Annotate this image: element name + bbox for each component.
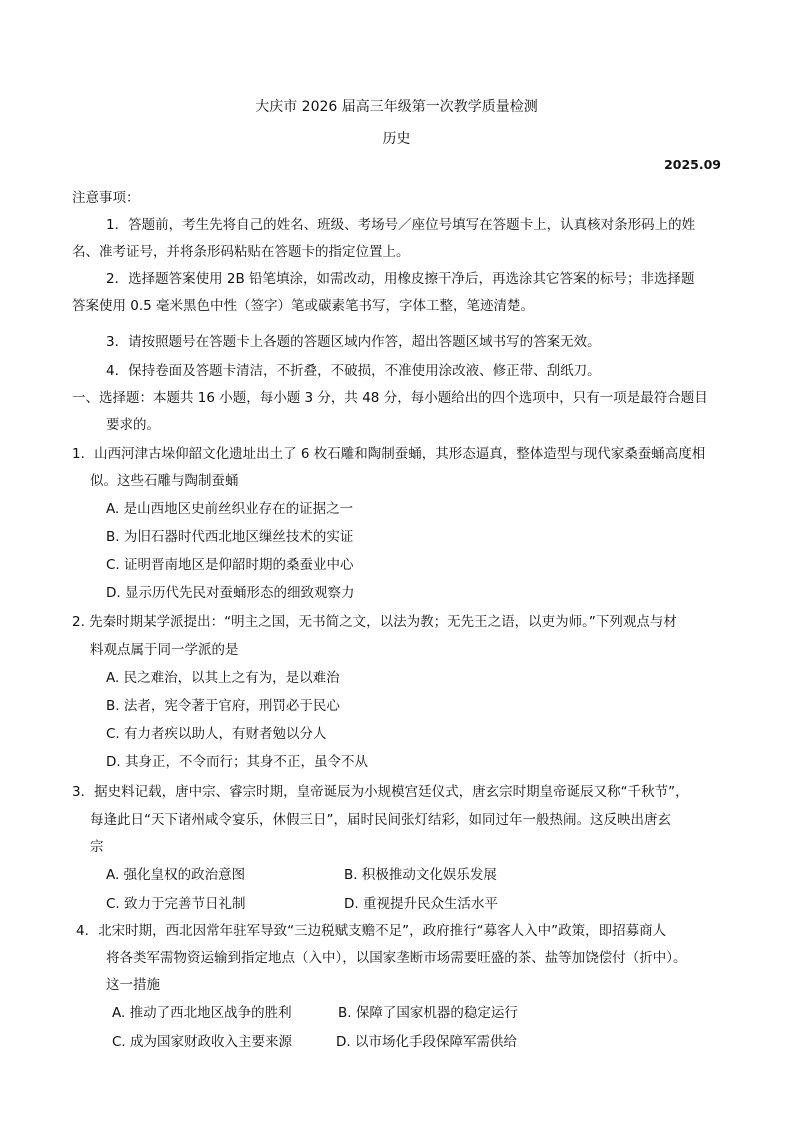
note-2-line-2: 答案使用 0.5 毫米黑色中性（签字）笔或碳素笔书写，字体工整，笔迹清楚。 [72,298,535,314]
section-1-heading: 一、选择题：本题共 16 小题，每小题 3 分，共 48 分，每小题给出的四个选项中，只有一项是最符合题目 [72,390,708,406]
question-3-stem: 3．据史料记载，唐中宗、睿宗时期，皇帝诞辰为小规模宫廷仪式，唐玄宗时期皇帝诞辰又称“千秋节”， [72,784,689,800]
question-2-option-c: C. 有力者疾以助人，有财者勉以分人 [106,726,327,742]
exam-title: 大庆市 2026 届高三年级第一次教学质量检测 [255,99,538,115]
exam-date: 2025.09 [664,157,721,172]
notes-heading: 注意事项： [72,190,140,206]
question-3-option-b: B. 积极推动文化娱乐发展 [344,867,497,883]
note-1-line-1: 1．答题前，考生先将自己的姓名、班级、考场号／座位号填写在答题卡上，认真核对条形码上的姓 [106,217,696,233]
question-1-option-d: D. 显示历代先民对蚕蛹形态的细致观察力 [106,585,355,601]
question-3-option-d: D. 重视提升民众生活水平 [344,896,498,912]
question-4-option-a: A. 推动了西北地区战争的胜利 [112,1005,292,1021]
question-4-option-c: C. 成为国家财政收入主要来源 [112,1034,293,1050]
question-3-option-a: A. 强化皇权的政治意图 [106,867,246,883]
question-1-option-a: A. 是山西地区史前丝织业存在的证据之一 [106,501,354,517]
question-4-option-d: D. 以市场化手段保障军需供给 [336,1034,517,1050]
note-4: 4．保持卷面及答题卡清洁，不折叠，不破损，不准使用涂改液、修正带、刮纸刀。 [106,363,601,379]
question-4-stem: 4．北宋时期，西北因常年驻军导致“三边税赋支赡不足”，政府推行“募客人入中”政策，即招募商人 [76,923,667,939]
question-4-option-b: B. 保障了国家机器的稳定运行 [338,1005,518,1021]
question-1-option-c: C. 证明晋南地区是仰韶时期的桑蚕业中心 [106,557,354,573]
question-2-option-b: B. 法者，宪令著于官府，刑罚必于民心 [106,698,340,714]
question-2-stem-cont: 料观点属于同一学派的是 [90,642,239,658]
question-2-option-d: D. 其身正，不令而行；其身不正，虽令不从 [106,754,368,770]
question-1-option-b: B. 为旧石器时代西北地区缫丝技术的实证 [106,529,354,545]
question-3-stem-cont: 每逢此日“天下诸州咸令宴乐，休假三日”，届时民间张灯结彩，如同过年一般热闹。这反映出唐玄 [90,812,671,828]
section-1-heading-cont: 要求的。 [106,417,160,433]
note-1-line-2: 名、准考证号，并将条形码粘贴在答题卡的指定位置上。 [72,244,410,260]
question-2-option-a: A. 民之难治，以其上之有为，是以难治 [106,670,340,686]
note-2-line-1: 2．选择题答案使用 2B 铅笔填涂，如需改动，用橡皮擦干净后，再选涂其它答案的标号；非选择题 [106,271,695,287]
subject-title: 历史 [382,131,411,147]
note-3: 3．请按照题号在答题卡上各题的答题区域内作答，超出答题区域书写的答案无效。 [106,334,601,350]
question-4-stem-cont: 将各类军需物资运输到指定地点（入中），以国家垄断市场需要旺盛的茶、盐等加饶偿付（折中）。 [106,950,687,966]
question-1-stem: 1．山西河津古垛仰韶文化遗址出土了 6 枚石雕和陶制蚕蛹，其形态逼真，整体造型与现代家桑蚕蛹高度相 [72,446,706,462]
question-3-stem-end: 宗 [90,839,104,855]
question-2-stem: 2. 先秦时期某学派提出：“明主之国，无书简之文，以法为教；无先王之语，以吏为师。”下列观点与材 [72,614,677,630]
question-1-stem-cont: 似。这些石雕与陶制蚕蛹 [90,473,239,489]
question-3-option-c: C. 致力于完善节日礼制 [106,896,246,912]
question-4-stem-end: 这一措施 [106,977,160,993]
